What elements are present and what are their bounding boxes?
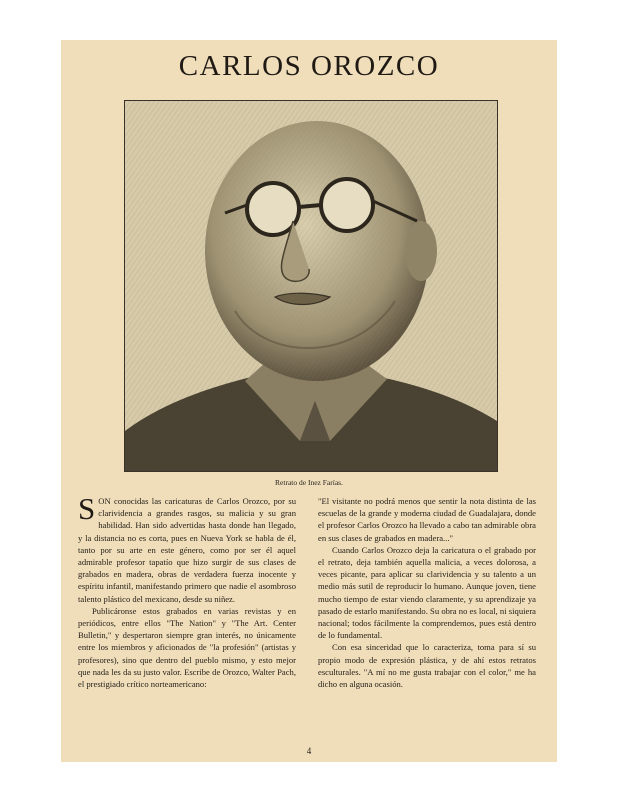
right-paragraph-2: Cuando Carlos Orozco deja la caricatura o el grabado por el retrato, deja también aquella malicia, a veces dolorosa, a veces picante, para aplicar su clarividencia y su talento a un medio más sutil de reproducir lo humano. Aunque joven, tiene mucho tiempo de estar viendo claramente, y su aprendizaje ya pasado de estarlo manifestando. Su obra no es local, ni siquiera nacional; todos fácilmente la comprendemos, pues está dentro de lo fundamental. bbox=[318, 544, 536, 641]
right-paragraph-3: Con esa sinceridad que lo caracteriza, toma para sí su propio modo de expresión plástica, y de ahí estos retratos esculturales. "A mí no me gusta trabajar con el color," me ha dicho en alguna ocasión. bbox=[318, 642, 536, 690]
left-paragraph-1 bbox=[78, 491, 296, 605]
right-text-column bbox=[318, 495, 536, 690]
page-title: CARLOS OROZCO bbox=[178, 50, 440, 82]
left-paragraph-1-text: ON conocidas las caricaturas de Carlos Orozco, por su clarividencia a grandes rasgos, su malicia y su gran habilidad. Han sido advertidas hasta donde han llegado, y la distancia no es corta, pues en Nueva York se habla de él, tanto por su arte en este género, como por ser él aquel admirable profesor tapatío que hizo surgir de sus clases de grabados en madera, obras de verdadera fuerza inocente y espíritu infantil, manifestando primero que nadie el asombroso talento plástico del mexicano, desde su niñez. bbox=[78, 496, 296, 604]
drop-cap: S bbox=[78, 491, 96, 526]
left-paragraph-2: Publicáronse estos grabados en varias revistas y en periódicos, entre ellos "The Nation" y "The Art. Center Bulletin," y despertaron siempre gran interés, no únicamente entre los miembros y aficionados de "la profesión" (artistas y profesores), sino que dentro del pueblo mismo, y esto mejor que nada les da su justo valor. Escribe de Orozco, Walter Pach, el prestigiado crítico norteamericano: bbox=[78, 605, 296, 690]
caricature-portrait-icon bbox=[125, 101, 497, 471]
portrait-illustration bbox=[124, 100, 498, 472]
portrait-caption: Retrato de Inez Farías. bbox=[275, 478, 343, 487]
right-paragraph-1: "El visitante no podrá menos que sentir la nota distinta de las escuelas de la grande y moderna ciudad de Guadalajara, donde el profesor Carlos Orozco ha llevado a cabo tan admirable obra en sus clases de grabados en madera..." bbox=[318, 496, 536, 543]
magazine-page bbox=[61, 40, 557, 762]
left-text-column bbox=[78, 491, 296, 690]
page-number: 4 bbox=[306, 746, 312, 756]
